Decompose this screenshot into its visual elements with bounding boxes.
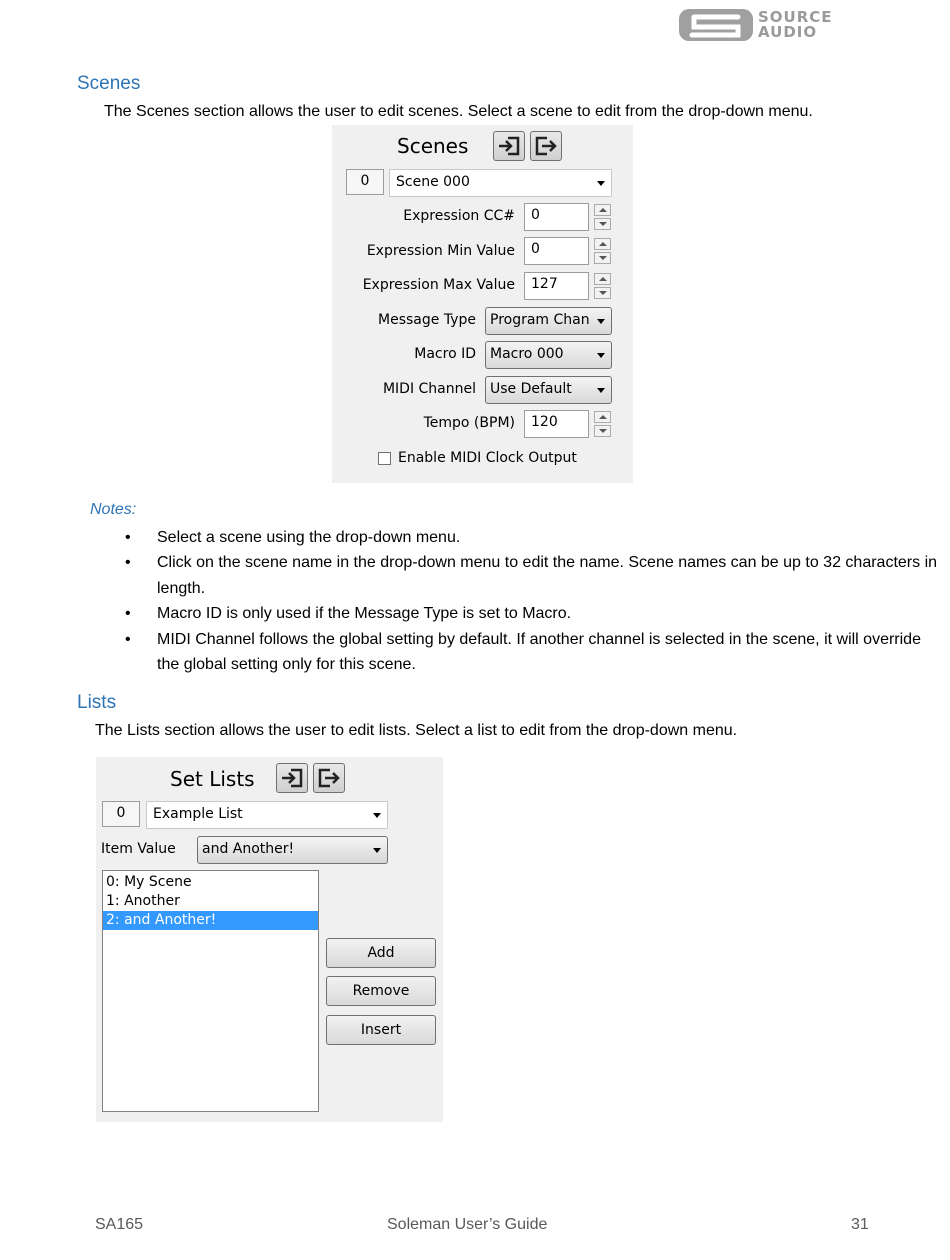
scene-select[interactable] bbox=[389, 169, 612, 197]
expression-max-input[interactable]: 127 bbox=[524, 272, 589, 300]
export-icon bbox=[534, 135, 558, 157]
scenes-intro: The Scenes section allows the user to edit scenes. Select a scene to edit from the drop-down menu. bbox=[104, 103, 813, 120]
item-value-label: Item Value bbox=[101, 841, 176, 857]
list-item: • Click on the scene name in the drop-down menu to edit the name. Scene names can be up to 32 characters in length. bbox=[157, 550, 947, 601]
footer-page-number: 31 bbox=[851, 1216, 869, 1233]
remove-button[interactable]: Remove bbox=[326, 976, 436, 1006]
import-icon bbox=[497, 135, 521, 157]
list-item-selected[interactable]: 2: and Another! bbox=[103, 911, 318, 930]
list-number[interactable]: 0 bbox=[102, 801, 140, 827]
notes-label: Notes: bbox=[90, 501, 137, 518]
import-icon bbox=[280, 767, 304, 789]
bullet-icon: • bbox=[125, 554, 131, 572]
scenes-heading: Scenes bbox=[77, 73, 141, 94]
lists-heading: Lists bbox=[77, 692, 117, 713]
expression-min-input[interactable]: 0 bbox=[524, 237, 589, 265]
macro-id-label: Macro ID bbox=[414, 346, 476, 362]
macro-id-dropdown[interactable] bbox=[485, 341, 612, 369]
spin-down-icon[interactable] bbox=[594, 287, 611, 299]
import-button[interactable] bbox=[493, 131, 525, 161]
scene-select-value: Scene 000 bbox=[396, 174, 470, 190]
midi-channel-value: Use Default bbox=[490, 381, 572, 397]
expression-cc-input[interactable]: 0 bbox=[524, 203, 589, 231]
tempo-label: Tempo (BPM) bbox=[423, 415, 515, 431]
expression-max-label: Expression Max Value bbox=[362, 277, 515, 293]
list-select[interactable] bbox=[146, 801, 388, 829]
expression-cc-label: Expression CC# bbox=[403, 208, 515, 224]
spin-up-icon[interactable] bbox=[594, 204, 611, 216]
macro-id-value: Macro 000 bbox=[490, 346, 564, 362]
chevron-down-icon bbox=[597, 353, 605, 358]
midi-channel-label: MIDI Channel bbox=[382, 381, 476, 397]
scenes-panel bbox=[332, 125, 633, 483]
list-item: • Select a scene using the drop-down menu. bbox=[157, 525, 947, 550]
source-audio-logo bbox=[678, 8, 873, 44]
footer-doc-code: SA165 bbox=[95, 1216, 144, 1233]
add-button[interactable]: Add bbox=[326, 938, 436, 968]
logo-wordmark: SOURCE AUDIO bbox=[758, 8, 833, 41]
chevron-down-icon bbox=[597, 388, 605, 393]
logo-mark-icon bbox=[678, 8, 754, 42]
list-items-box[interactable] bbox=[102, 870, 319, 1112]
spin-down-icon[interactable] bbox=[594, 425, 611, 437]
export-button[interactable] bbox=[530, 131, 562, 161]
tempo-spinner[interactable] bbox=[594, 411, 611, 438]
list-item[interactable]: 1: Another bbox=[106, 893, 180, 909]
footer-title: Soleman User’s Guide bbox=[387, 1216, 548, 1233]
list-select-value: Example List bbox=[153, 806, 243, 822]
spin-up-icon[interactable] bbox=[594, 273, 611, 285]
list-item[interactable]: 0: My Scene bbox=[106, 874, 192, 890]
tempo-input[interactable]: 120 bbox=[524, 410, 589, 438]
import-button[interactable] bbox=[276, 763, 308, 793]
lists-intro: The Lists section allows the user to edit lists. Select a list to edit from the drop-down menu. bbox=[95, 722, 738, 739]
scenes-panel-title: Scenes bbox=[397, 134, 469, 158]
chevron-down-icon bbox=[373, 848, 381, 853]
export-button[interactable] bbox=[313, 763, 345, 793]
midi-clock-checkbox[interactable] bbox=[378, 452, 391, 465]
export-icon bbox=[317, 767, 341, 789]
midi-clock-label: Enable MIDI Clock Output bbox=[398, 450, 577, 466]
expression-min-spinner[interactable] bbox=[594, 238, 611, 265]
list-item: • Macro ID is only used if the Message Type is set to Macro. bbox=[157, 601, 947, 626]
message-type-value: Program Chan bbox=[490, 312, 590, 328]
bullet-icon: • bbox=[125, 630, 131, 648]
midi-channel-dropdown[interactable] bbox=[485, 376, 612, 404]
bullet-icon: • bbox=[125, 605, 131, 623]
insert-button[interactable]: Insert bbox=[326, 1015, 436, 1045]
item-value-value: and Another! bbox=[202, 841, 295, 857]
expression-min-label: Expression Min Value bbox=[366, 243, 515, 259]
bullet-icon: • bbox=[125, 529, 131, 546]
spin-up-icon[interactable] bbox=[594, 411, 611, 423]
expression-max-spinner[interactable] bbox=[594, 273, 611, 300]
item-value-dropdown[interactable] bbox=[197, 836, 388, 864]
expression-cc-spinner[interactable] bbox=[594, 204, 611, 231]
chevron-down-icon bbox=[597, 319, 605, 324]
set-lists-panel-title: Set Lists bbox=[170, 767, 255, 791]
set-lists-panel bbox=[96, 757, 443, 1122]
spin-up-icon[interactable] bbox=[594, 238, 611, 250]
message-type-label: Message Type bbox=[378, 312, 476, 328]
scene-number[interactable]: 0 bbox=[346, 169, 384, 195]
message-type-dropdown[interactable] bbox=[485, 307, 612, 335]
list-item: • MIDI Channel follows the global setting by default. If another channel is selected in the scene, it will override the global setting only for this scene. bbox=[157, 627, 947, 678]
chevron-down-icon bbox=[373, 813, 381, 818]
chevron-down-icon bbox=[597, 181, 605, 186]
notes-list bbox=[100, 525, 947, 677]
spin-down-icon[interactable] bbox=[594, 252, 611, 264]
spin-down-icon[interactable] bbox=[594, 218, 611, 230]
